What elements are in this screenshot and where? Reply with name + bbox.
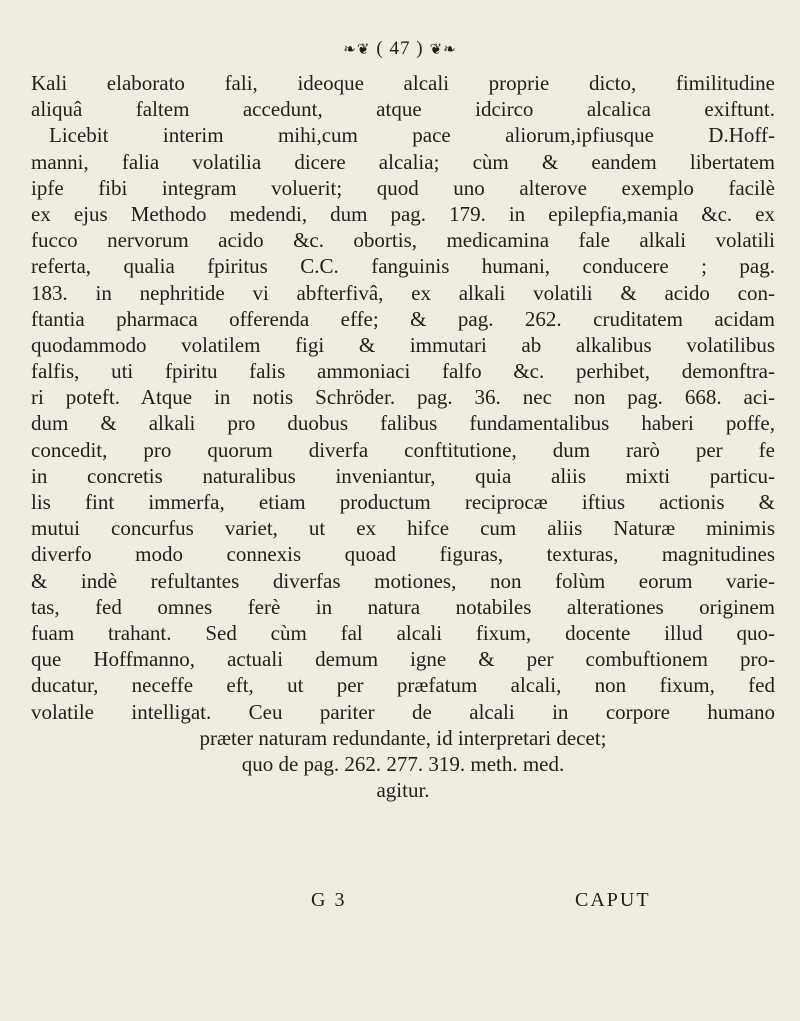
signature-mark: G 3 xyxy=(311,889,347,911)
text-line: fuam trahant. Sed cùm fal alcali fixum, docente illud quo- xyxy=(31,620,775,645)
text-line: agitur. xyxy=(376,778,430,803)
text-line: Kali elaborato fali, ideoque alcali proprie dicto, fimilitudine xyxy=(31,71,775,95)
text-line: ri poteft. Atque in notis Schröder. pag. 36. nec non pag. 668. aci- xyxy=(31,385,775,410)
text-line: manni, falia volatilia dicere alcalia; cùm & eandem libertatem xyxy=(31,149,775,174)
text-line: 183. in nephritide vi abfterfivâ, ex alkali volatili & acido con- xyxy=(31,280,775,305)
text-line: quodammodo volatilem figi & immutari ab alkalibus volatilibus xyxy=(31,332,775,357)
text-line: præter naturam redundante, id interpretari decet; xyxy=(199,725,607,750)
right-ornament-icon: ❦❧ xyxy=(429,42,457,58)
text-line: & indè refultantes diverfas motiones, non folùm eorum varie- xyxy=(31,568,775,593)
text-line: dum & alkali pro duobus falibus fundamentalibus haberi poffe, xyxy=(31,411,775,436)
text-line: ipfe fibi integram voluerit; quod uno alterove exemplo facilè xyxy=(31,175,775,200)
text-line: falfis, uti fpiritu falis ammoniaci falfo &c. perhibet, demonftra- xyxy=(31,359,775,384)
page-header xyxy=(0,38,800,60)
text-line: ex ejus Methodo medendi, dum pag. 179. in epilepfia,mania &c. ex xyxy=(31,201,775,226)
page-number: ( 47 ) xyxy=(376,38,424,59)
text-line: in concretis naturalibus inveniantur, quia aliis mixti particu- xyxy=(31,463,775,488)
text-line: ftantia pharmaca offerenda effe; & pag. 262. cruditatem acidam xyxy=(31,306,775,331)
text-line: lis fint immerfa, etiam productum reciprocæ iftius actionis & xyxy=(31,490,775,514)
text-line: referta, qualia fpiritus C.C. fanguinis humani, conducere ; pag. xyxy=(31,254,775,279)
text-line: concedit, pro quorum diverfa conftitutione, dum rarò per fe xyxy=(31,437,775,462)
body-text xyxy=(31,70,775,803)
text-line: que Hoffmanno, actuali demum igne & per combuftionem pro- xyxy=(31,647,775,672)
text-line: tas, fed omnes ferè in natura notabiles alterationes originem xyxy=(31,594,775,619)
text-line: diverfo modo connexis quoad figuras, texturas, magnitudines xyxy=(31,542,775,567)
left-ornament-icon: ❧❦ xyxy=(343,42,371,58)
text-line: mutui concurfus variet, ut ex hifce cum aliis Naturæ minimis xyxy=(31,516,775,541)
text-line: fucco nervorum acido &c. obortis, medicamina fale alkali volatili xyxy=(31,228,775,253)
text-line: ducatur, neceffe eft, ut per præfatum alcali, non fixum, fed xyxy=(31,673,775,698)
text-line: volatile intelligat. Ceu pariter de alcali in corpore humano xyxy=(31,699,775,724)
text-line: aliquâ faltem accedunt, atque idcirco alcalica exiftunt. xyxy=(31,97,775,122)
page-footer xyxy=(0,889,800,919)
catchword: CAPUT xyxy=(575,889,651,911)
text-line: quo de pag. 262. 277. 319. meth. med. xyxy=(241,751,565,776)
text-line: Licebit interim mihi,cum pace aliorum,ipfiusque D.Hoff- xyxy=(49,123,775,148)
